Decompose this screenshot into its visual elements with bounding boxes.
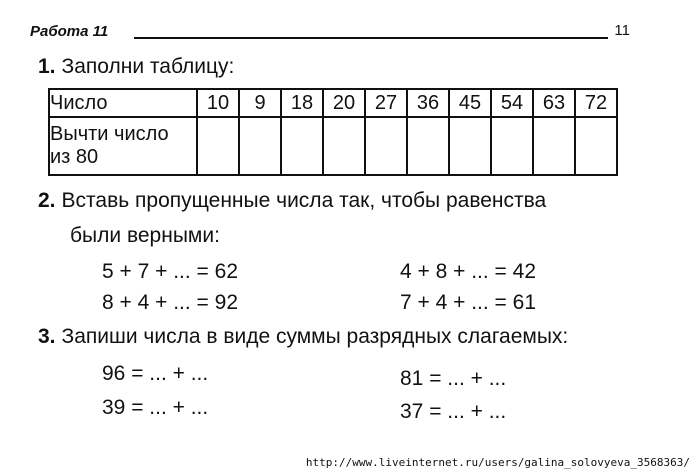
table-cell-value: 27 [365, 89, 407, 117]
table-cell-value: 45 [449, 89, 491, 117]
answer-cell[interactable] [197, 117, 239, 175]
table-row-numbers [49, 89, 617, 117]
table-cell-value: 36 [407, 89, 449, 117]
table-cell-value: 18 [281, 89, 323, 117]
task-2-heading [38, 189, 546, 213]
task-2-text-line2: были верными: [70, 224, 220, 247]
answer-cell[interactable] [533, 117, 575, 175]
row-label-number: Число [49, 89, 197, 117]
sum-item: 39 = ... + ... [102, 396, 209, 419]
equation: 8 + 4 + ... = 92 [102, 291, 239, 314]
equation: 7 + 4 + ... = 61 [400, 291, 537, 314]
answer-cell[interactable] [575, 117, 617, 175]
answer-cell[interactable] [239, 117, 281, 175]
worksheet-title: Работа 11 [30, 23, 109, 40]
page-number: 11 [614, 22, 630, 39]
row-label-subtract [49, 117, 197, 175]
row-label-subtract-line1: Вычти число [50, 123, 169, 145]
table-cell-value: 54 [491, 89, 533, 117]
task-1-heading [38, 55, 234, 79]
task-1-number: 1. [38, 55, 56, 78]
table-row-answers [49, 117, 617, 175]
header-rule [134, 37, 608, 39]
row-label-subtract-line2: из 80 [50, 146, 99, 168]
page-header [30, 22, 660, 44]
task-2-number: 2. [38, 189, 56, 212]
equation: 5 + 7 + ... = 62 [102, 260, 239, 283]
table-cell-value: 20 [323, 89, 365, 117]
table-cell-value: 9 [239, 89, 281, 117]
answer-cell[interactable] [449, 117, 491, 175]
answer-cell[interactable] [281, 117, 323, 175]
answer-cell[interactable] [407, 117, 449, 175]
equation: 4 + 8 + ... = 42 [400, 260, 537, 283]
answer-cell[interactable] [491, 117, 533, 175]
sum-item: 37 = ... + ... [400, 400, 507, 423]
task-1-text: Заполни таблицу: [61, 55, 235, 78]
task-3-heading [38, 325, 568, 349]
task-3-number: 3. [38, 325, 56, 348]
task-3-text: Запиши числа в виде суммы разрядных слагаемых: [61, 325, 569, 348]
table-cell-value: 63 [533, 89, 575, 117]
table-cell-value: 72 [575, 89, 617, 117]
sum-item: 96 = ... + ... [102, 362, 209, 385]
answer-cell[interactable] [323, 117, 365, 175]
table-cell-value: 10 [197, 89, 239, 117]
answer-cell[interactable] [365, 117, 407, 175]
watermark-url: http://www.liveinternet.ru/users/galina_solovyeva_3568363/ [305, 456, 690, 469]
number-table [48, 88, 618, 176]
task-2-text-line1: Вставь пропущенные числа так, чтобы равенства [61, 189, 547, 212]
sum-item: 81 = ... + ... [400, 367, 507, 390]
